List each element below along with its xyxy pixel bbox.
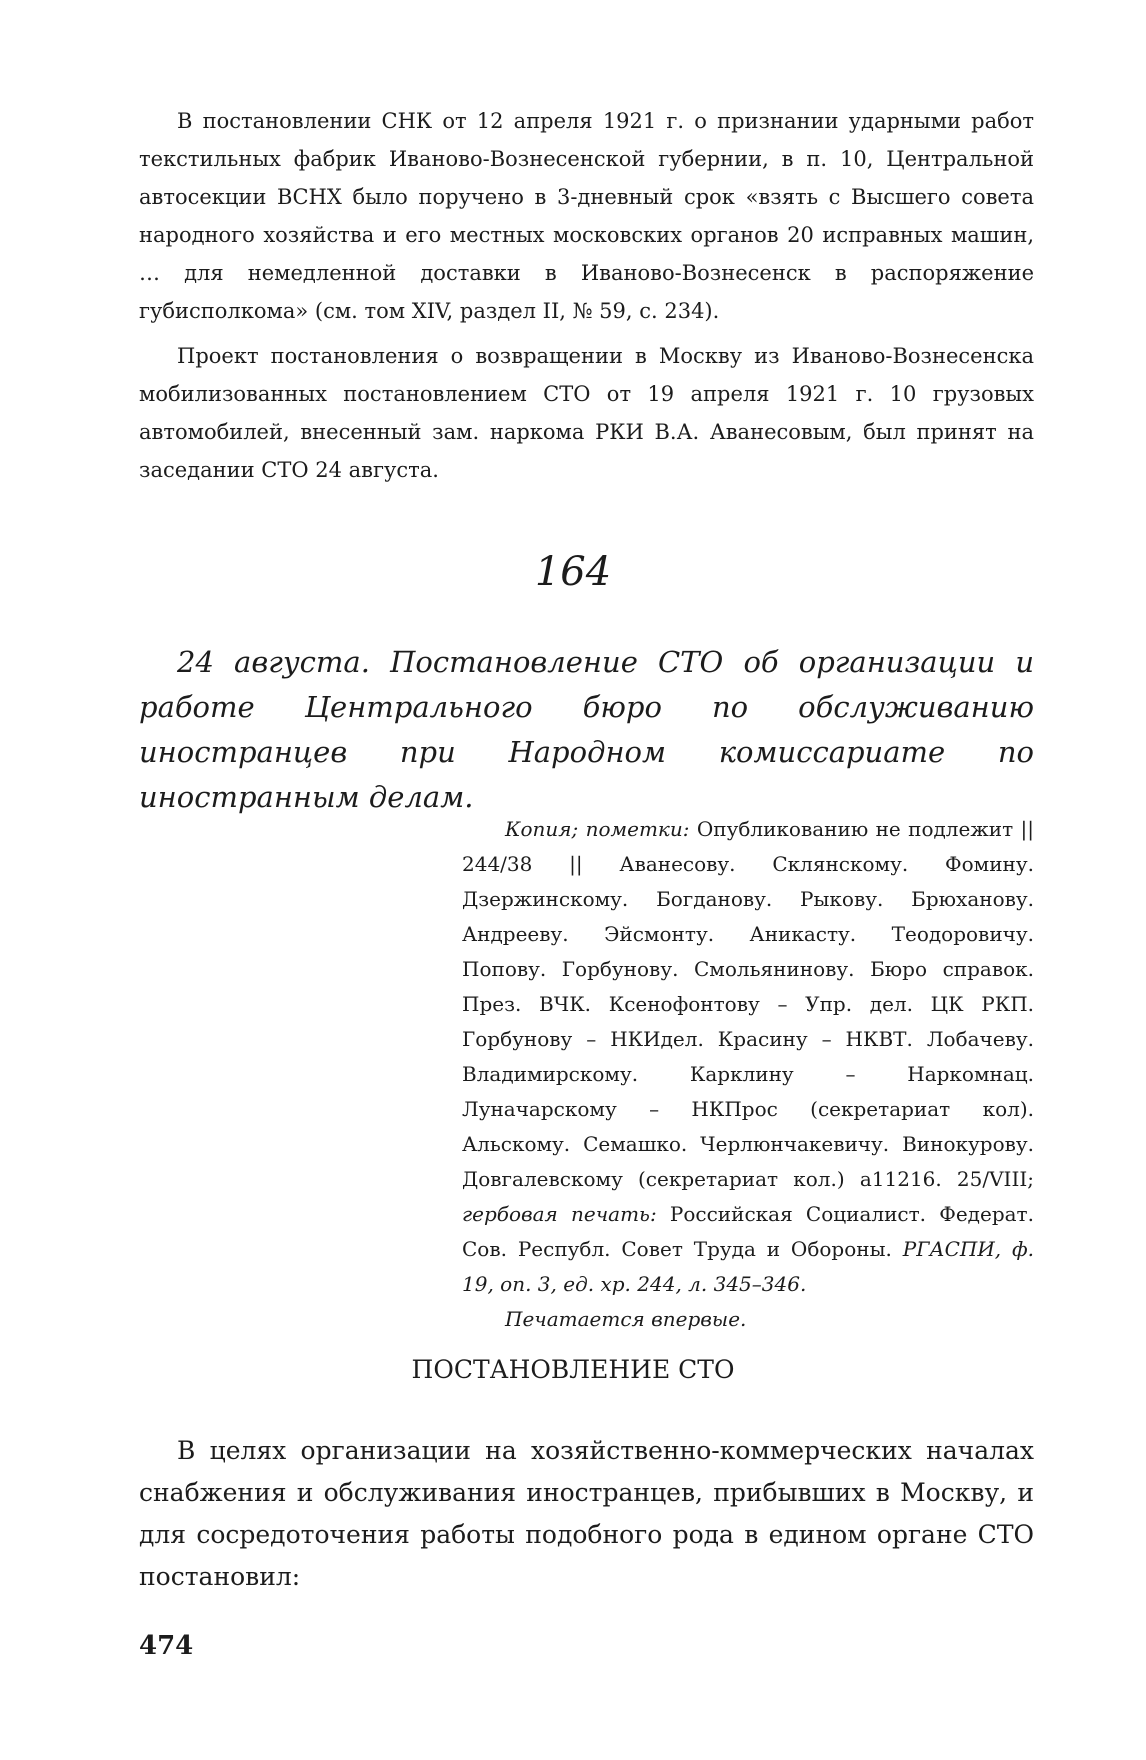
document-title: ПОСТАНОВЛЕНИЕ СТО [411,1355,735,1384]
seal-label: гербовая печать: [462,1202,657,1226]
seal-text: Российская Социалист. Федерат. Сов. Республ. Совет Труда и Обороны. [462,1202,1034,1261]
copy-label: Копия; пометки: [505,817,690,841]
note-paragraph: Проект постановления о возвращении в Москву из Иваново-Вознесенска мобилизованных постановлением СТО от 19 апреля 1921 г. 10 грузовых автомобилей, внесенный зам. наркома РКИ В.А. Аванесовым, был принят на заседании СТО 24 августа. [139,344,1034,482]
archive-reference: РГАСПИ, ф. 19, оп. 3, ед. хр. 244, л. 345–346. [462,1237,1035,1296]
document-number: 164 [534,549,612,595]
marks-text: Опубликованию не подлежит || 244/38 || Аванесову. Склянскому. Фомину. Дзержинскому. Богданову. Рыкову. Брюханову. Андрееву. Эйсмонту. Аникасту. Теодоровичу. Попову. Горбунову. Смольянинову. Бюро справок. През. ВЧК. Ксенофонтову – Упр. дел. ЦК РКП. Горбунову – НКИдел. Красину – НКВТ. Лобачеву. Владимирскому. Карклину – Наркомнац. Луначарскому – НКПрос (секретариат кол). Альскому. Семашко. Черлюнчакевичу. Винокурову. Довгалевскому (секретариат кол.) а11216. 25/VIII; [462,817,1034,1191]
page-number: 474 [139,1631,194,1661]
note-paragraph: В постановлении СНК от 12 апреля 1921 г. о признании ударными работ текстильных фабрик Иваново-Вознесенской губернии, в п. 10, Центральной автосекции ВСНХ было поручено в 3-дневный срок «взять с Высшего совета народного хозяйства и его местных московских органов 20 исправных машин, … для немедленной доставки в Иваново-Вознесенск в распоряжение губисполкома» (см. том XIV, раздел II, № 59, с. 234). [139,109,1034,323]
editorial-notes [139,102,1034,496]
first-publication-note: Печатается впервые. [505,1307,747,1331]
source-note-main [462,812,1034,1302]
document-heading-text: 24 августа. Постановление СТО об организации и работе Центрального бюро по обслуживанию иностранцев при Народном комиссариате по иностранным делам. [139,645,1034,814]
document-heading [139,640,1034,820]
document-body [139,1430,1034,1598]
archival-source-note [462,812,1034,1337]
body-paragraph: В целях организации на хозяйственно-коммерческих началах снабжения и обслуживания иностранцев, прибывших в Москву, и для сосредоточения работы подобного рода в едином органе СТО постановил: [139,1436,1034,1591]
